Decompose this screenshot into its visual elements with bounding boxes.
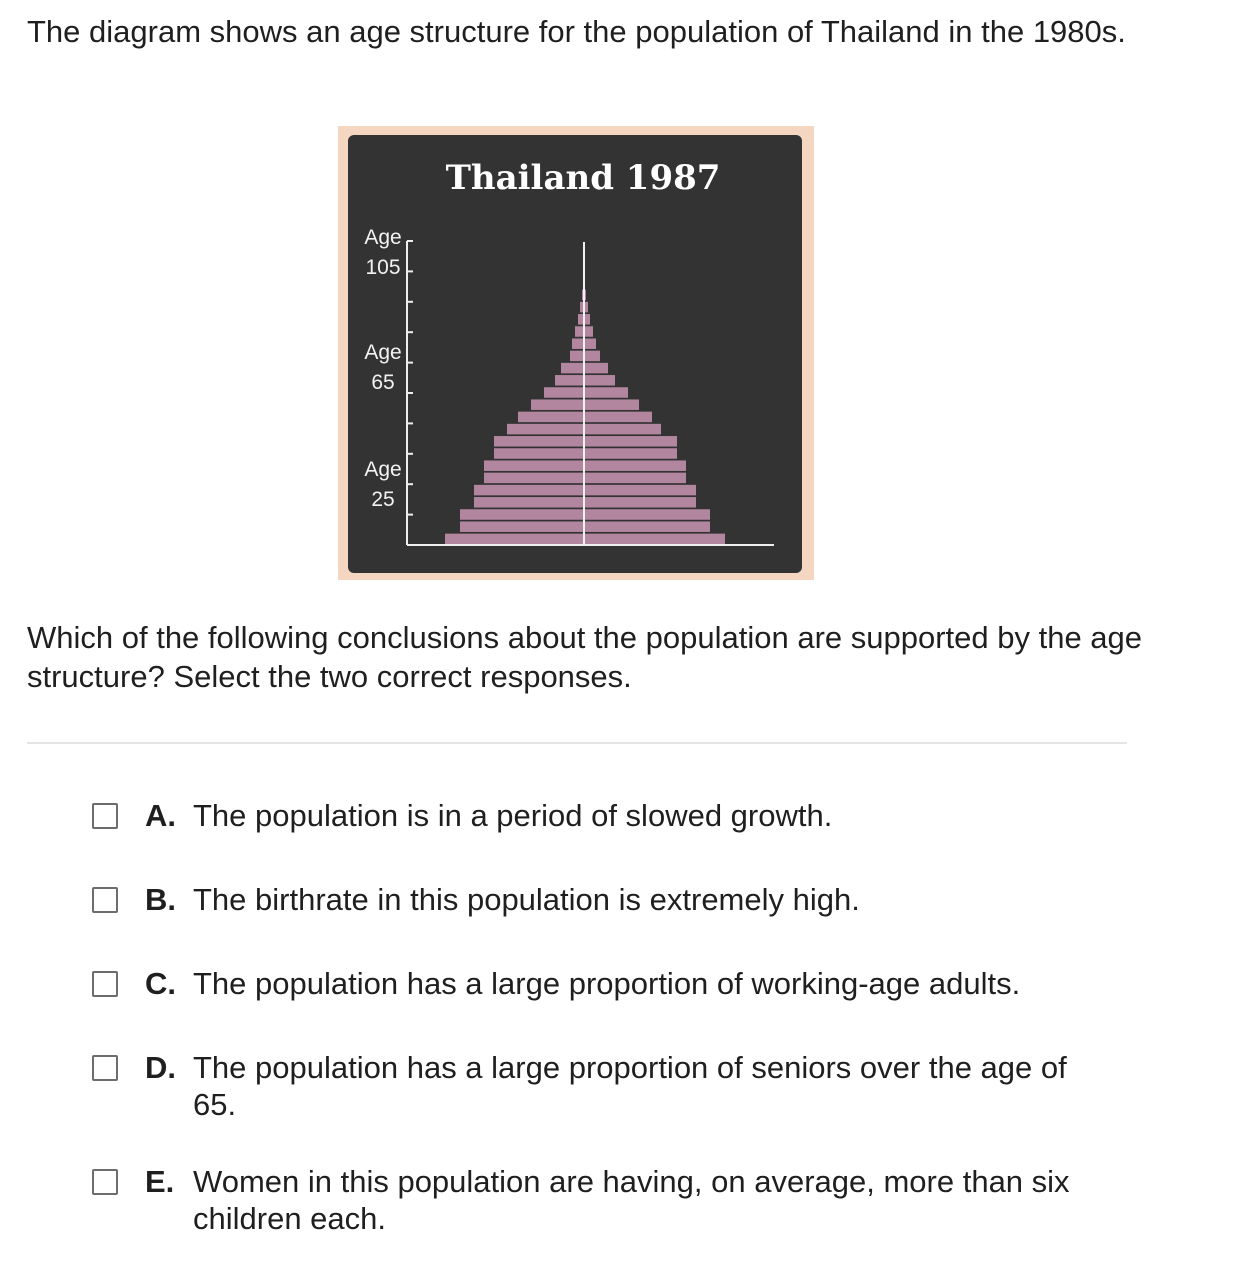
question-text: Which of the following conclusions about the population are supported by the age structure? Select the two correct responses. [27, 620, 1143, 694]
bar-left-10-14 [460, 509, 584, 520]
option-text: The population is in a period of slowed growth. [193, 798, 833, 833]
bar-left-85-89 [575, 326, 584, 337]
bar-right-80-84 [584, 338, 596, 349]
bar-right-35-39 [584, 448, 677, 459]
option-text: The population has a large proportion of working-age adults. [193, 966, 1021, 1001]
option-b[interactable] [92, 881, 1172, 918]
checkbox-a[interactable] [92, 803, 118, 829]
option-e[interactable] [92, 1163, 1172, 1237]
chart-title: Thailand 1987 [445, 158, 721, 198]
checkbox-c[interactable] [92, 971, 118, 997]
intro-text: The diagram shows an age structure for the population of Thailand in the 1980s. [27, 14, 1126, 49]
checkbox-e[interactable] [92, 1169, 118, 1195]
bar-left-65-69 [555, 375, 584, 386]
y-axis-label-age: Age [364, 458, 402, 481]
bar-right-45-49 [584, 424, 661, 435]
option-letter: E. [145, 1164, 175, 1199]
option-text: Women in this population are having, on average, more than six children each. [193, 1164, 1070, 1236]
bar-left-60-64 [544, 387, 584, 398]
bar-left-80-84 [572, 338, 584, 349]
bar-right-10-14 [584, 509, 710, 520]
option-letter: A. [145, 798, 176, 833]
y-axis-label-value: 65 [371, 371, 395, 394]
bar-right-70-74 [584, 363, 608, 374]
bar-right-85-89 [584, 326, 593, 337]
bar-left-55-59 [531, 399, 584, 410]
option-text: The population has a large proportion of seniors over the age of 65. [193, 1050, 1067, 1122]
bar-right-25-29 [584, 473, 686, 484]
option-letter: B. [145, 882, 176, 917]
bar-left-70-74 [561, 363, 584, 374]
bar-left-20-24 [474, 485, 584, 496]
option-text: The birthrate in this population is extremely high. [193, 882, 860, 917]
y-axis-label-age: Age [364, 341, 402, 364]
y-axis-label-value: 105 [365, 256, 401, 279]
bar-left-45-49 [507, 424, 584, 435]
y-axis-label-value: 25 [371, 488, 395, 511]
bar-left-40-44 [494, 436, 584, 447]
option-a[interactable] [92, 797, 1172, 834]
bar-left-25-29 [484, 473, 584, 484]
bar-right-20-24 [584, 485, 696, 496]
bar-right-65-69 [584, 375, 615, 386]
bar-left-30-34 [484, 460, 584, 471]
bar-right-55-59 [584, 399, 639, 410]
option-c[interactable] [92, 965, 1172, 1002]
bar-left-35-39 [494, 448, 584, 459]
bar-left-5-9 [460, 521, 584, 532]
bar-left-15-19 [474, 497, 584, 508]
option-d[interactable] [92, 1049, 1172, 1123]
population-pyramid-chart [338, 126, 814, 580]
bar-left-75-79 [570, 351, 584, 362]
bar-right-60-64 [584, 387, 628, 398]
y-axis-label-age: Age [364, 226, 402, 249]
checkbox-d[interactable] [92, 1055, 118, 1081]
checkbox-b[interactable] [92, 887, 118, 913]
bar-left-0-4 [445, 534, 584, 545]
population-pyramid-figure [338, 126, 814, 580]
bar-right-40-44 [584, 436, 677, 447]
bar-right-50-54 [584, 412, 652, 423]
bar-right-30-34 [584, 460, 686, 471]
bar-right-15-19 [584, 497, 696, 508]
bar-right-75-79 [584, 351, 600, 362]
option-letter: D. [145, 1050, 176, 1085]
option-letter: C. [145, 966, 176, 1001]
bar-left-50-54 [518, 412, 584, 423]
bar-right-0-4 [584, 534, 725, 545]
divider [27, 742, 1127, 744]
bar-right-5-9 [584, 521, 710, 532]
